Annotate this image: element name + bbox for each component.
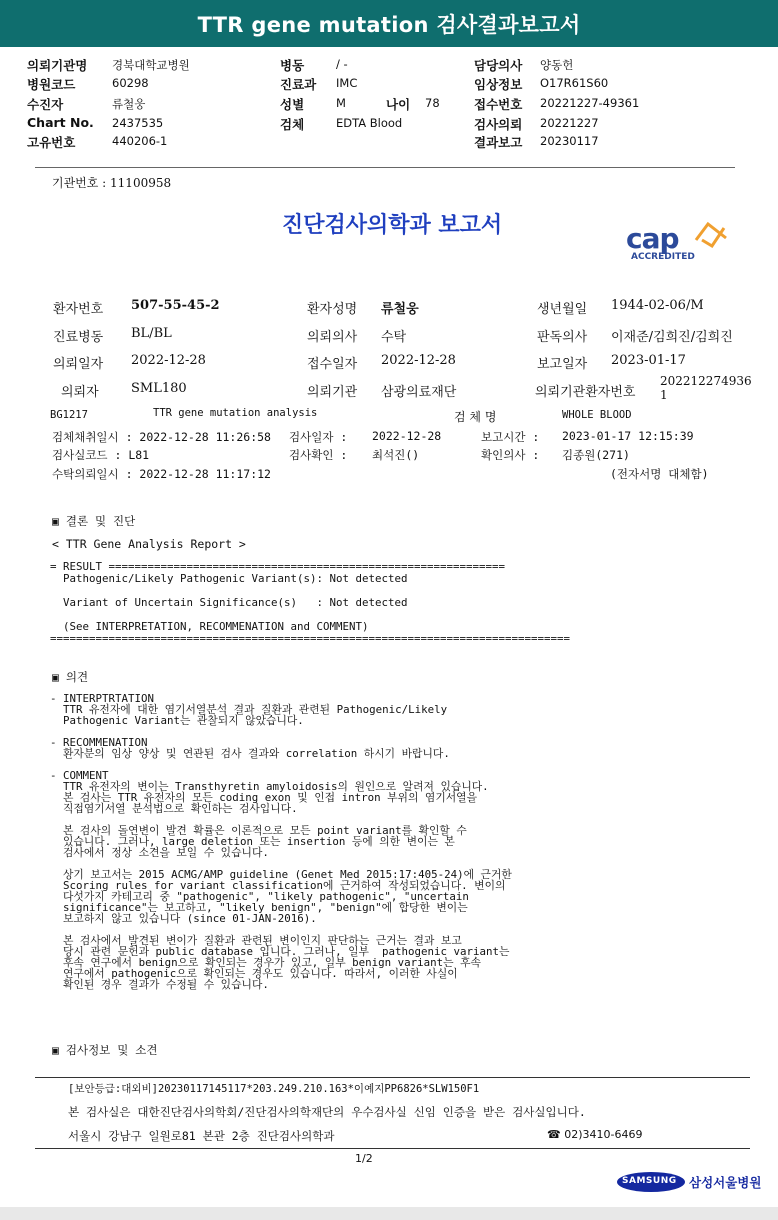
header-label-age: 나이 (386, 97, 411, 112)
opinion-block: - INTERPTRTATION TTR 유전자에 대한 염기서열분석 결과 질환과 관련된 Pathogenic/Likely Pathogenic Variant는 관찰되지 않았습니다. - RECOMMENATION 환자분의 임상 양상 및 연관된 검사 결과와 correlation 하시기 바랍니다. - COMMENT TTR 유전자의 변이는 Transthyretin amyloidosis의 원인으로 알려져 있습니다. 본 검사는 TTR 유전자의 모든 coding exon 및 인접 intron 부위의 염기서열을 직접염기서열 분석법으로 확인하는 검사입니다. 본 검사의 돌연변이 발견 확률은 이론적으로 모든 point variant를 확인할 수 있습니다. 그러나, large deletion 또는 insertion 등에 의한 변이는 본 검사에서 정상 소견을 보일 수 있습니다. 상기 보고서는 2015 ACMG/AMP guideline (Genet Med 2015:17:405-24)에 근거한 Scoring rules for variant classification에 근거하여 작성되었습니다. 변이의 다섯가지 카테고리 중 "pathogenic", "likely pathogenic", "uncertain significance"는 보고하고, "likely benign", "benign"에 합당한 변이는 보고하지 않고 있습니다 (since 01-JAN-2016). 본 검사에서 발견된 변이가 질환과 관련된 변이인지 판단하는 근거는 결과 보고 당시 관련 문헌과 public database 입니다. 그러나, 일부 pathogenic variant는 후속 연구에서 benign으로 확인되는 경우가 있고, 일부 benign variant는 후속 연구에서 pathogenic으로 확인되는 경우도 있습니다. 따라서, 이러한 사실이 확인된 경우 결과가 수정될 수 있습니다. (50, 692, 512, 991)
report-heading: < TTR Gene Analysis Report > (52, 537, 246, 551)
header-label: 성별 (280, 97, 305, 112)
security-label: [보안등급:대외비]20230117145117*203.249.210.163*이예지PP6826*SLW150F1 (68, 1083, 480, 1095)
hospital-name: 삼성서울병원 (689, 1175, 762, 1190)
patient-birthdate: 1944-02-06/M (611, 298, 704, 313)
header-label: 병동 (280, 58, 305, 73)
report-header-title: TTR gene mutation 검사결과보고서 (0, 0, 778, 47)
specimen-label: 검 체 명 (454, 410, 497, 424)
header-value: EDTA Blood (336, 116, 403, 130)
patient-info-label: 접수일자 (307, 357, 358, 372)
header-value: O17R61S60 (540, 76, 609, 90)
patient-id: 507-55-45-2 (131, 298, 220, 313)
test-confirm-label: 검사확인 : (289, 448, 348, 462)
patient-info-label: 판독의사 (537, 330, 588, 345)
test-confirmer: 최석진() (372, 448, 420, 462)
collection-datetime: 검체채취일시 : 2022-12-28 11:26:58 (52, 430, 271, 444)
test-name: TTR gene mutation analysis (153, 407, 318, 419)
header-label: 수진자 (27, 97, 64, 112)
section-conclusion-heading: ▣ 결론 및 진단 (52, 514, 136, 528)
lab-certification: 본 검사실은 대한진단검사의학회/진단검사의학재단의 우수검사실 신임 인증을 받은 검사실입니다. (68, 1105, 586, 1119)
header-value: 2437535 (112, 116, 164, 130)
report-time: 2023-01-17 12:15:39 (562, 429, 694, 443)
header-label: 진료과 (280, 77, 317, 92)
header-label: 검체 (280, 117, 305, 132)
institution-patient-number-cont: 1 (660, 388, 668, 402)
header-value: M (336, 96, 346, 110)
report-time-label: 보고시간 : (481, 430, 540, 444)
divider (35, 167, 735, 168)
header-label: 고유번호 (27, 135, 76, 150)
contract-request-datetime: 수탁의뢰일시 : 2022-12-28 11:17:12 (52, 467, 271, 481)
header-label: Chart No. (27, 115, 94, 130)
footer-top-line (35, 1077, 750, 1078)
requesting-institution: 삼광의료재단 (381, 385, 457, 400)
header-value: 20221227 (540, 116, 599, 130)
report-date: 2023-01-17 (611, 353, 686, 368)
receipt-date: 2022-12-28 (381, 353, 456, 368)
lab-code: 검사실코드 : L81 (52, 448, 150, 462)
report-title: 진단검사의학과 보고서 (282, 212, 503, 238)
header-value: 60298 (112, 76, 149, 90)
header-value: 류철웅 (112, 97, 146, 111)
patient-info-label: 의뢰일자 (53, 357, 104, 372)
patient-info-label: 의뢰기관 (307, 385, 358, 400)
patient-info-label: 환자성명 (307, 302, 358, 317)
confirm-doctor-label: 확인의사 : (481, 448, 540, 462)
header-label: 임상정보 (474, 77, 523, 92)
specimen-type: WHOLE BLOOD (562, 409, 632, 421)
test-code: BG1217 (50, 409, 88, 421)
test-date-label: 검사일자 : (289, 430, 348, 444)
patient-info-label: 환자번호 (53, 302, 104, 317)
header-value: IMC (336, 76, 358, 90)
requester-code: SML180 (131, 381, 187, 396)
lab-phone: ☎ 02)3410-6469 (547, 1128, 643, 1141)
request-date: 2022-12-28 (131, 353, 206, 368)
patient-name: 류철웅 (381, 302, 419, 317)
patient-ward: BL/BL (131, 326, 172, 341)
patient-info-label: 의뢰의사 (307, 330, 358, 345)
lab-address: 서울시 강남구 일원로81 본관 2층 진단검사의학과 (68, 1129, 335, 1143)
patient-info-label: 보고일자 (537, 357, 588, 372)
institution-number: 기관번호 : 11100958 (52, 176, 172, 190)
patient-info-label: 진료병동 (53, 330, 104, 345)
section-testinfo-heading: ▣ 검사정보 및 소견 (52, 1043, 158, 1057)
section-opinion-heading: ▣ 의견 (52, 670, 89, 684)
samsung-brand-text: SAMSUNG (622, 1176, 677, 1186)
page-bottom-margin (0, 1207, 778, 1220)
header-label: 검사의뢰 (474, 117, 523, 132)
patient-info-label: 생년월일 (537, 302, 588, 317)
result-block: = RESULT ============================================================= Pathogenic/Likely Pathogenic Variant(s): Not detected Variant of Uncertain Significance(s) : Not detected (See INTERPRETATION, RECOMMENATION and COMMENT) ================================================================================ (50, 560, 571, 645)
hospital-logo (617, 1170, 762, 1194)
e-signature-note: (전자서명 대체함) (610, 467, 709, 481)
header-label: 접수번호 (474, 97, 523, 112)
header-label: 의뢰기관명 (27, 58, 88, 73)
patient-info-label: 의뢰기관환자번호 (535, 385, 636, 400)
reading-doctors: 이재준/김희진/김희진 (611, 330, 733, 345)
header-value: 양동헌 (540, 58, 574, 72)
confirm-doctor: 김종원(271) (562, 448, 630, 462)
header-label: 담당의사 (474, 58, 523, 73)
cap-logo-text: cap (626, 222, 679, 255)
test-date: 2022-12-28 (372, 429, 442, 443)
page-number: 1/2 (355, 1152, 373, 1165)
cap-accredited-logo (626, 218, 736, 268)
header-label: 결과보고 (474, 135, 523, 150)
footer-bottom-line (35, 1148, 750, 1149)
header-value: 경북대학교병원 (112, 58, 190, 72)
header-value: 440206-1 (112, 134, 168, 148)
referring-doctor: 수탁 (381, 330, 407, 345)
header-label: 병원코드 (27, 77, 76, 92)
header-value: 20230117 (540, 134, 599, 148)
patient-info-label: 의뢰자 (61, 385, 99, 400)
header-value-age: 78 (425, 96, 440, 110)
institution-patient-number: 202212274936 (660, 374, 752, 388)
cap-logo-subtext: ACCREDITED (631, 252, 695, 262)
header-value: 20221227-49361 (540, 96, 640, 110)
header-value: / - (336, 57, 348, 71)
